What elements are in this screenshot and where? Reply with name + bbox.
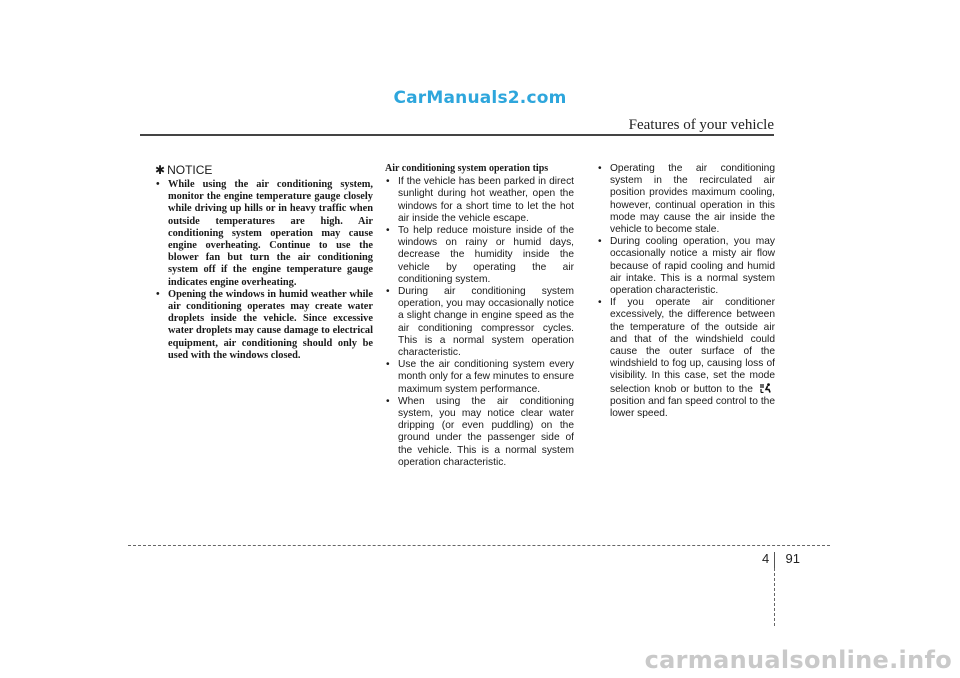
tips-column	[385, 163, 574, 469]
notice-list	[155, 179, 373, 362]
tip-item-text: If the vehicle has been parked in direct sunlight during hot weather, open the windows for a short time to let the hot air inside the vehicle escape.	[398, 176, 574, 224]
list-item	[597, 236, 775, 297]
tip-item-text: To help reduce moisture inside of the windows on rainy or humid days, decrease the humidity inside the vehicle by operating the air conditioning system.	[398, 225, 574, 285]
footer-dashed-vertical	[774, 568, 775, 626]
bullet-icon: •	[598, 297, 602, 309]
list-item	[385, 176, 574, 225]
tip-item-text: Use the air conditioning system every month only for a few minutes to ensure maximum system performance.	[398, 359, 574, 395]
footer-dashed-rule	[128, 545, 830, 546]
tips-list	[385, 176, 574, 469]
bullet-icon: •	[386, 359, 390, 371]
tips-continued-list	[597, 163, 775, 420]
list-item	[385, 225, 574, 286]
tip-item-text: When using the air conditioning system, you may notice clear water dripping (or even puddling) on the ground under the passenger side of the vehicle. This is a normal system operation characteristic.	[398, 395, 574, 468]
tip-item-text: During cooling operation, you may occasionally notice a misty air flow because of rapid cooling and humid air intake. This is a normal system operation characteristic.	[610, 236, 775, 297]
bullet-icon: •	[598, 163, 602, 174]
list-item	[597, 163, 775, 236]
tips-continued-column	[597, 163, 775, 420]
tip-item-text: If you operate air conditioner excessively, the difference between the temperature of the outside air and that of the windshield could cause the outer surface of the windshield to fog up, causing loss of visibility. In this case, set the mode selection knob or button to the	[610, 297, 775, 395]
page-number	[762, 551, 800, 566]
bullet-icon: •	[386, 225, 390, 237]
tip-item-text: During air conditioning system operation, you may occasionally notice a slight change in engine speed as the air conditioning compressor cycles. This is a normal system operation characteristic.	[398, 286, 574, 359]
header-rule	[140, 134, 774, 136]
notice-heading	[155, 163, 373, 177]
list-item	[155, 179, 373, 289]
notice-column	[155, 163, 373, 362]
page-number-value: 91	[785, 551, 800, 566]
bullet-icon: •	[386, 176, 390, 188]
defrost-floor-mode-icon	[759, 383, 773, 393]
tip-item-text: Operating the air conditioning system in the recirculated air position provides maximum cooling, however, continual operation in this mode may cause the air inside the vehicle to become stale.	[610, 163, 775, 236]
list-item	[385, 359, 574, 396]
notice-star-icon: ✱	[155, 163, 166, 177]
list-item	[385, 286, 574, 359]
bullet-icon: •	[386, 395, 390, 407]
tip-item-text-continued: position and fan speed control to the lower speed.	[610, 395, 775, 420]
list-item	[385, 396, 574, 469]
bullet-icon: •	[598, 236, 602, 248]
notice-item-text: Opening the windows in humid weather while air conditioning operates may create water droplets inside the vehicle. Since excessive water droplets may cause damage to electrical equipment, air conditioning should only be used with the windows closed.	[168, 288, 373, 361]
notice-item-text: While using the air conditioning system, monitor the engine temperature gauge closely while driving up hills or in heavy traffic when outside temperatures are high. Air conditioning system operation may cause engine overheating. Continue to use the blower fan but turn the air conditioning system off if the engine temperature gauge indicates engine overheating.	[168, 179, 373, 288]
bullet-icon: •	[156, 179, 160, 190]
chapter-number: 4	[762, 551, 770, 566]
notice-heading-label: NOTICE	[167, 163, 213, 177]
list-item	[597, 297, 775, 420]
section-title: Features of your vehicle	[628, 117, 774, 133]
watermark-carmanualsonline: carmanualsonline.info	[644, 646, 952, 674]
watermark-carmanuals2: CarManuals2.com	[393, 88, 567, 108]
tips-heading: Air conditioning system operation tips	[385, 163, 549, 174]
bullet-icon: •	[386, 286, 390, 298]
list-item	[155, 289, 373, 362]
bullet-icon: •	[156, 288, 160, 300]
page-number-separator	[774, 552, 775, 568]
